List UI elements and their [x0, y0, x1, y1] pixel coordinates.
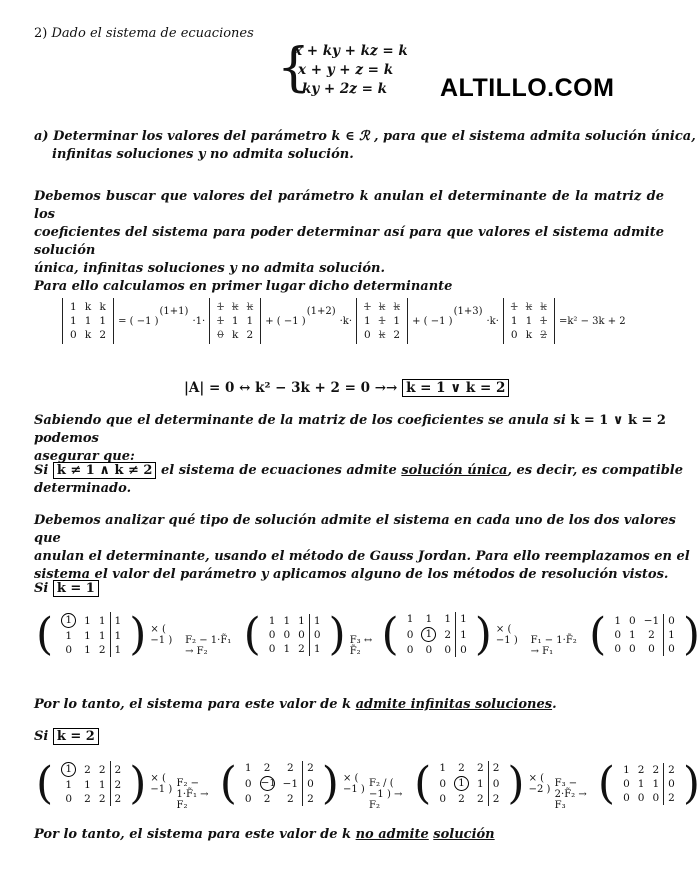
matrix-cell: 0	[439, 777, 447, 790]
pivot-circle: 1	[61, 762, 76, 777]
intro-paragraph	[34, 188, 664, 296]
case-2-op-2: × ( −1 )	[342, 772, 365, 795]
matrix-cell: 2	[84, 763, 91, 776]
matrix-cell: 1	[309, 614, 324, 628]
matrix-cell: 0	[268, 628, 276, 641]
problem-heading	[34, 26, 254, 41]
matrix-cell: 1	[110, 612, 125, 629]
matrix-cell: 0	[444, 644, 452, 656]
case-2-op-3: × ( −2 )	[528, 772, 551, 795]
matrix-row	[619, 777, 679, 791]
problem-heading-text: Dado el sistema de ecuaciones	[51, 26, 254, 41]
matrix-cell: 1	[70, 315, 77, 327]
matrix-cell: 1	[283, 642, 291, 655]
matrix-cell: 2	[652, 763, 660, 776]
minor-matrix-1: 1 k k 1 1 1 0 k 2	[209, 298, 261, 344]
unique-condition-box: k ≠ 1 ∧ k ≠ 2	[53, 462, 157, 479]
unique-text: el sistema de ecuaciones admite	[161, 463, 397, 478]
matrix-cell: 1	[406, 613, 414, 625]
matrix-cell: 2	[488, 761, 503, 775]
matrix-row	[619, 791, 679, 805]
matrix-cell: 2	[84, 793, 91, 805]
matrix-cell: 1	[477, 777, 484, 790]
matrix-cell: 1	[84, 644, 91, 656]
matrix-cell: 1	[309, 642, 324, 656]
case-2-transform-3: F₃ − 2·F̃₂ → F₃	[554, 778, 587, 811]
cofactor-sign-2: + ( −1 )	[265, 315, 306, 327]
matrix-cell: 2	[488, 792, 503, 806]
matrix-cell: 1	[98, 779, 106, 791]
determinant-matrix-main	[62, 298, 114, 344]
matrix-cell: 0	[614, 642, 621, 655]
case-2-si: Si	[34, 729, 49, 744]
intro-line-3: única, infinitas soluciones y no admita solución.	[34, 261, 385, 276]
pivot-circle: 1	[61, 613, 76, 628]
matrix-cell: 1	[444, 613, 452, 625]
matrix-cell: 2	[263, 793, 271, 805]
case-1-box: k = 1	[53, 580, 99, 597]
matrix-cell	[57, 612, 80, 629]
unique-si: Si	[34, 463, 49, 478]
matrix-cell: 2	[648, 628, 655, 641]
site-logo: ALTILLO.COM	[440, 74, 615, 102]
roots-paragraph	[34, 412, 700, 466]
matrix-cell: 1	[652, 777, 660, 790]
case-2-transform-1: F₂ − 1·F̃₁ → F₂	[176, 778, 209, 811]
matrix-row	[66, 314, 110, 328]
case-2-op-1: × ( −1 )	[150, 772, 173, 795]
matrix-cell: k	[99, 301, 106, 313]
intro-line-2: coeficientes del sistema para poder determinar así para que valores el sistema admite solución	[34, 225, 664, 258]
gauss-paragraph	[34, 512, 700, 584]
case-1-gauss-steps: ( 1 1 1 1 1 1 1 1 0 1 2 1 ) × ( −1 ) F₂ − 1·F̃₁ → F₂ ( 1 1 1 1 0 0 0 0 0 1 2 1 ) F₃ ↔ F̃₂ ( 1 1 1 1 0 1 2 1 0 0 0 0 ) × ( −1 ) F₁ − 1·F̃₂ → F₁ ( 1 0 −1 0 0 1 2 1 0 0 0 0 )	[36, 608, 700, 660]
case-1-conclusion-end: .	[552, 697, 557, 712]
matrix-cell: 2	[444, 628, 452, 641]
matrix-cell: 1	[664, 628, 679, 642]
case-2-gauss-steps: ( 1 2 2 2 1 1 1 2 0 2 2 2 ) × ( −1 ) F₂ − 1·F̃₁ → F₂ ( 1 2 2 2 0 −1 −1 0 0 2 2 2 ) × ( −1 ) F₂ / ( −1 ) → F₂ ( 1 2 2 2 0 1 1 0 0 2 2 2 ) × ( −2 ) F₃ − 2·F̃₂ → F₃ ( 1 2 2 2 0 1 1 0 0 0 0 2 )	[36, 757, 700, 811]
case-1-transform-1: F₂ − 1·F̃₁ → F₂	[185, 634, 232, 657]
matrix-row	[610, 642, 679, 656]
part-a-line-2: infinitas soluciones y no admita solución.	[52, 147, 354, 162]
cofactor-sign-3: + ( −1 )	[412, 315, 453, 327]
part-a-statement	[34, 128, 696, 164]
cofactor-exp-2: (1+2)	[306, 305, 336, 317]
matrix-row	[57, 643, 125, 657]
matrix-cell: 1	[84, 315, 92, 327]
matrix-cell	[450, 775, 473, 792]
matrix-cell: 0	[623, 777, 630, 790]
determinant-roots-box: k = 1 ∨ k = 2	[402, 379, 509, 397]
determinant-equation	[184, 380, 509, 396]
case-1-conclusion	[34, 696, 557, 714]
case-1-conclusion-underlined: admite infinitas soluciones	[355, 697, 553, 712]
cofactor-coef-3: ·k·	[486, 315, 499, 327]
matrix-cell	[417, 626, 440, 643]
case-1-op-1: × ( −1 )	[150, 623, 173, 646]
matrix-cell: 0	[637, 791, 645, 804]
case-1-op-3: × ( −1 )	[495, 623, 518, 646]
matrix-cell: 1	[84, 779, 91, 791]
determinant-result: =k² − 3k + 2	[558, 315, 626, 327]
roots-math: k = 1 ∨ k = 2	[570, 413, 666, 428]
matrix-cell: 1	[99, 315, 107, 327]
pivot-circle: 1	[454, 776, 469, 791]
case-2-transform-2: F₂ / ( −1 ) → F₂	[369, 778, 403, 811]
cofactor-exp-1: (1+1)	[159, 305, 189, 317]
determinant-equation-text: |A| = 0 ↔ k² − 3k + 2 = 0 →→	[184, 380, 398, 396]
matrix-cell: 1	[629, 628, 636, 641]
matrix-cell: 2	[458, 762, 465, 774]
matrix-cell: 2	[303, 792, 318, 806]
intro-line-4: Para ello calculamos en primer lugar dicho determinante	[34, 279, 453, 294]
matrix-cell: 2	[287, 793, 294, 805]
matrix-cell: 0	[303, 775, 318, 792]
case-2-label	[34, 728, 99, 746]
matrix-cell: 0	[406, 628, 414, 641]
matrix-cell: 1	[65, 779, 73, 791]
matrix-row	[435, 792, 503, 806]
matrix-cell: k	[84, 329, 92, 341]
matrix-row	[66, 328, 110, 342]
matrix-row	[435, 761, 503, 775]
gauss-line-2: anulan el determinante, usando el método de Gauss Jordan. Para ello reemplazamos en el	[34, 549, 690, 564]
matrix-cell: 1	[70, 301, 77, 313]
matrix-row	[435, 775, 503, 792]
matrix-cell: 0	[244, 793, 252, 805]
minor-matrix-2: 1 k k 1 1 1 0 k 2	[356, 298, 408, 344]
equation-2: x + y + z = k	[298, 62, 394, 78]
unique-text-end: , es decir, es compatible	[507, 463, 683, 478]
matrix-cell: 0	[629, 614, 636, 627]
matrix-cell: 0	[488, 775, 503, 792]
matrix-cell: 1	[84, 630, 91, 642]
determinant-expansion	[62, 298, 626, 344]
case-2-matrix-1	[57, 761, 125, 806]
matrix-row	[57, 761, 125, 778]
cofactor-coef-1: ·1·	[192, 315, 206, 327]
case-1-matrix-3	[403, 612, 471, 657]
gauss-line-1: Debemos analizar qué tipo de solución admite el sistema en cada uno de los dos valores que	[34, 513, 676, 546]
case-1-matrix-2	[265, 614, 325, 656]
matrix-cell: 2	[458, 793, 465, 805]
matrix-cell: 0	[648, 642, 655, 655]
matrix-cell: 1	[614, 614, 621, 627]
cofactor-sign-1: = ( −1 )	[118, 315, 159, 327]
unique-solution-paragraph	[34, 462, 683, 498]
matrix-cell: 1	[244, 762, 252, 774]
matrix-cell: 2	[637, 763, 645, 776]
matrix-cell: 0	[283, 628, 291, 641]
case-2-conclusion-underlined-1: no admite	[355, 827, 429, 842]
matrix-cell: 0	[456, 643, 471, 657]
cofactor-coef-2: ·k·	[339, 315, 353, 327]
matrix-cell: 0	[664, 614, 679, 628]
matrix-cell: 2	[287, 762, 294, 774]
roots-line-1: Sabiendo que el determinante de la matriz de los coeficientes se anula si	[34, 413, 566, 428]
matrix-row	[265, 614, 325, 628]
equation-3: ky + 2z = k	[302, 81, 388, 97]
matrix-cell: 2	[477, 762, 484, 774]
case-2-matrix-4	[619, 763, 679, 805]
unique-line-2: determinado.	[34, 481, 132, 496]
matrix-cell: −1	[282, 777, 299, 790]
case-1-transform-3: F₁ − 1·F̃₂ → F₁	[530, 634, 577, 657]
matrix-row	[265, 642, 325, 656]
matrix-cell: 0	[244, 777, 252, 790]
matrix-cell: 1	[623, 763, 630, 776]
matrix-cell: 1	[98, 630, 106, 642]
matrix-cell: 2	[477, 793, 484, 805]
matrix-cell: 2	[664, 763, 679, 777]
matrix-row	[57, 629, 125, 643]
matrix-cell: 2	[98, 644, 106, 656]
matrix-cell: 0	[614, 628, 621, 641]
matrix-cell: 0	[70, 329, 77, 341]
matrix-cell: 1	[110, 629, 125, 643]
matrix-row	[403, 643, 471, 657]
matrix-row	[66, 300, 110, 314]
matrix-cell: 0	[652, 791, 660, 804]
gauss-line-3: sistema el valor del parámetro y aplicamos alguno de los métodos de resolución vistos.	[34, 567, 669, 582]
matrix-cell: 0	[298, 628, 305, 641]
case-2-conclusion-text: Por lo tanto, el sistema para este valor de k	[34, 827, 352, 842]
matrix-row	[403, 626, 471, 643]
case-2-box: k = 2	[53, 728, 99, 745]
matrix-row	[619, 763, 679, 777]
matrix-cell: 1	[65, 630, 73, 642]
minor-matrix-3: 1 k k 1 1 1 0 k 2	[503, 298, 555, 344]
matrix-cell: 0	[65, 644, 73, 656]
case-2-matrix-3	[435, 761, 503, 806]
matrix-cell: 2	[110, 761, 125, 778]
pivot-circle: −1	[260, 777, 277, 789]
matrix-row	[265, 628, 325, 642]
matrix-cell: 0	[309, 628, 324, 642]
matrix-cell: 1	[439, 762, 447, 774]
matrix-cell: 0	[664, 777, 679, 791]
matrix-cell: 0	[439, 793, 447, 805]
matrix-cell: 2	[99, 329, 107, 341]
matrix-cell: 1	[425, 613, 433, 625]
matrix-cell: 2	[664, 791, 679, 805]
matrix-cell: 2	[110, 792, 125, 806]
matrix-cell: 0	[425, 644, 433, 656]
matrix-cell: 1	[84, 614, 91, 627]
pivot-circle: 1	[421, 627, 436, 642]
case-1-matrix-1	[57, 612, 125, 657]
intro-line-1: Debemos buscar que valores del parámetro k anulan el determinante de la matriz de los	[34, 189, 664, 222]
case-1-conclusion-text: Por lo tanto, el sistema para este valor de k	[34, 697, 352, 712]
matrix-cell: 2	[98, 793, 106, 805]
matrix-cell: k	[84, 301, 92, 313]
unique-solution-label: solución única	[401, 463, 508, 478]
matrix-cell	[256, 775, 279, 792]
matrix-cell: 1	[456, 626, 471, 643]
roots-line-2: asegurar que:	[34, 449, 135, 464]
cofactor-exp-3: (1+3)	[453, 305, 483, 317]
matrix-cell: 2	[303, 761, 318, 775]
matrix-cell: 2	[110, 778, 125, 792]
matrix-cell: 0	[65, 793, 73, 805]
matrix-row	[610, 628, 679, 642]
matrix-cell: 1	[283, 614, 291, 627]
matrix-row	[403, 612, 471, 626]
matrix-cell	[57, 761, 80, 778]
matrix-row	[57, 612, 125, 629]
case-1-transform-2: F₃ ↔ F̃₂	[349, 634, 373, 657]
matrix-row	[610, 614, 679, 628]
matrix-cell: 1	[637, 777, 645, 790]
case-2-conclusion	[34, 826, 495, 844]
equation-1: x + ky + kz = k	[294, 43, 408, 59]
matrix-cell: 0	[629, 642, 636, 655]
case-2-conclusion-underlined-2: solución	[433, 827, 495, 842]
matrix-cell: 0	[664, 642, 679, 656]
case-1-matrix-4	[610, 614, 679, 656]
matrix-cell: 1	[268, 614, 276, 627]
matrix-row	[241, 792, 318, 806]
matrix-row	[241, 761, 318, 775]
matrix-cell: 1	[110, 643, 125, 657]
equation-system	[277, 38, 408, 99]
problem-number: 2)	[34, 26, 48, 41]
matrix-cell: 0	[268, 642, 276, 655]
case-1-si: Si	[34, 581, 49, 596]
case-2-matrix-2	[241, 761, 318, 806]
matrix-cell: 2	[98, 763, 106, 776]
roots-line-1-end: podemos	[34, 431, 99, 446]
matrix-cell: 1	[98, 614, 106, 627]
matrix-cell: 0	[623, 791, 630, 804]
matrix-cell: 0	[406, 644, 414, 656]
matrix-cell: −1	[643, 614, 660, 627]
matrix-row	[241, 775, 318, 792]
matrix-cell: 2	[298, 642, 305, 655]
matrix-cell: 1	[456, 612, 471, 626]
matrix-row	[57, 778, 125, 792]
part-a-line-1: a) Determinar los valores del parámetro k ∈ ℛ , para que el sistema admita solución única,	[34, 129, 696, 144]
matrix-row	[57, 792, 125, 806]
case-1-label	[34, 580, 99, 598]
system-brace: {	[277, 38, 311, 98]
matrix-cell: 2	[263, 762, 271, 774]
matrix-cell: 1	[298, 614, 305, 627]
